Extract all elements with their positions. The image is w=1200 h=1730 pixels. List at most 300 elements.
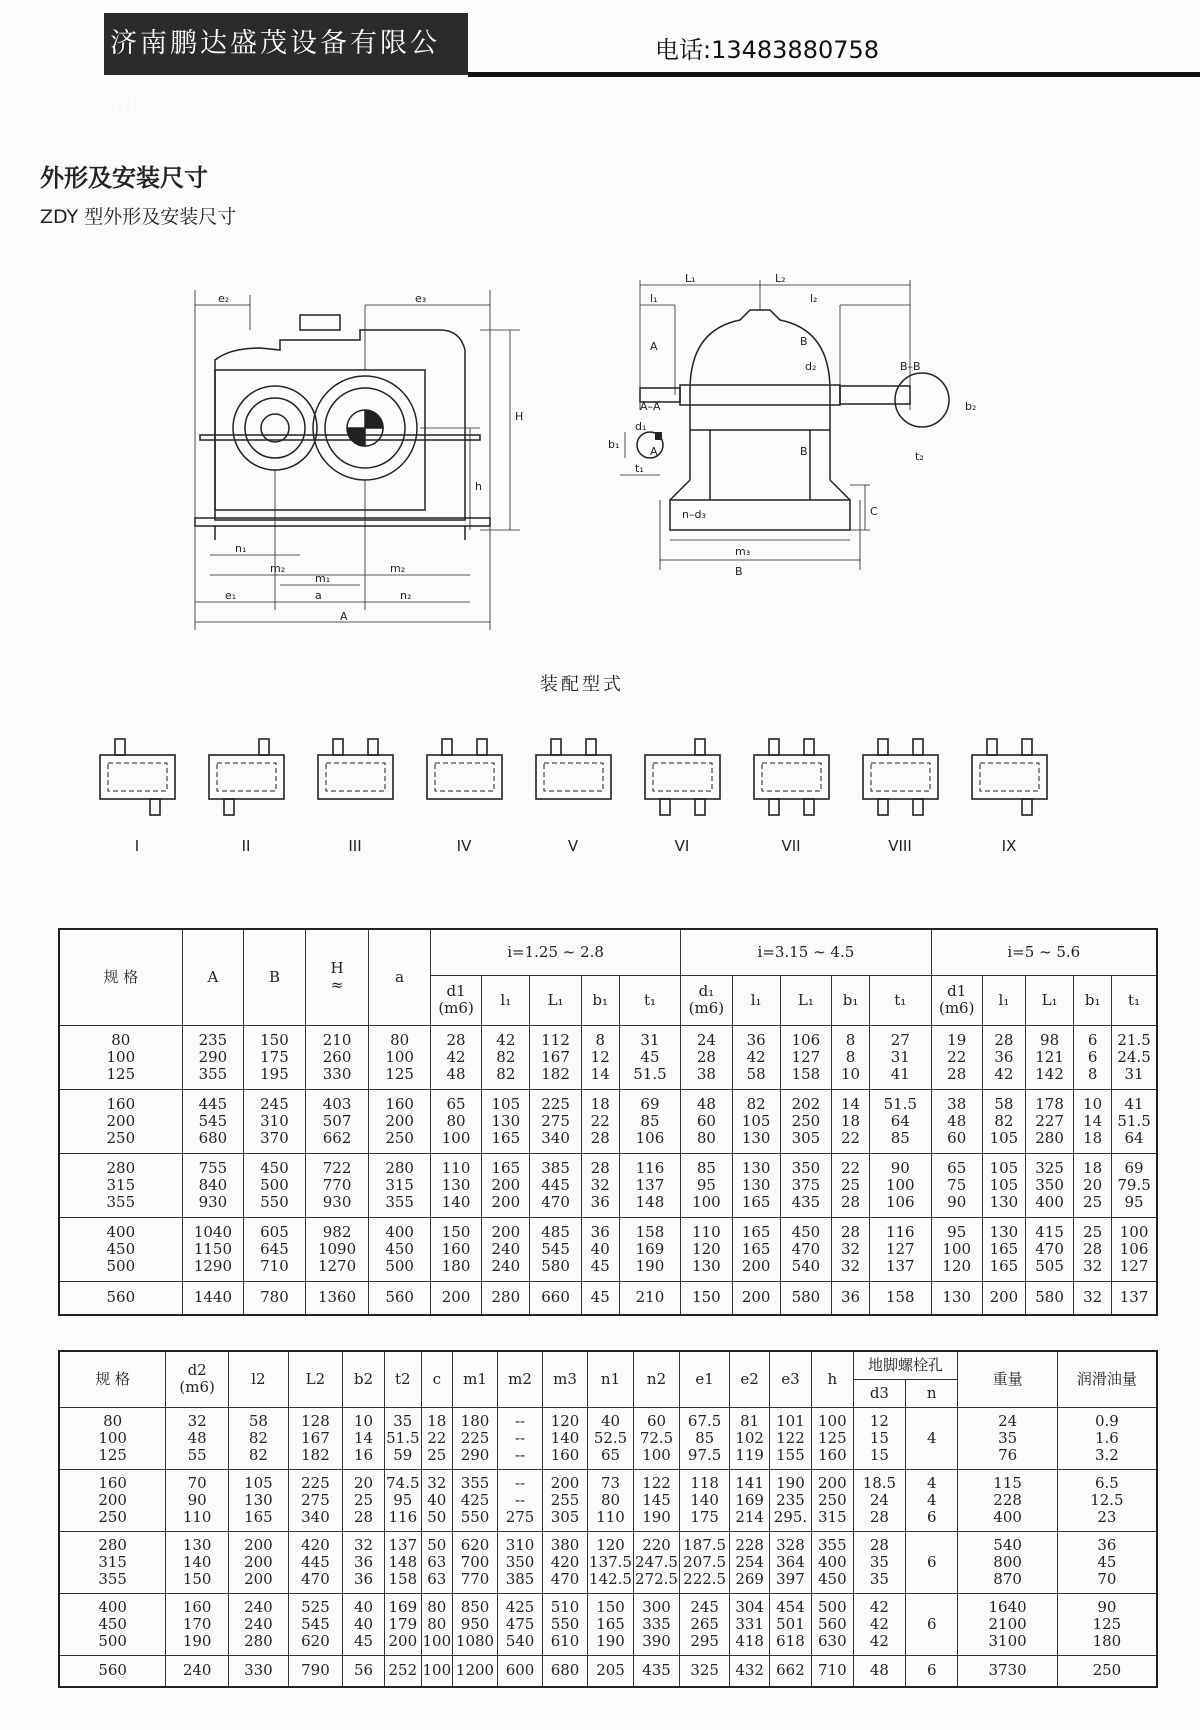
section-title: 外形及安装尺寸 xyxy=(40,164,208,192)
table-cell: 141 169 214 xyxy=(730,1469,770,1531)
t1-subheader: t₁ xyxy=(619,975,681,1025)
table-cell: 18 22 28 xyxy=(581,1089,619,1153)
table-cell: 137 xyxy=(1112,1281,1157,1315)
table-cell: 560 xyxy=(369,1281,431,1315)
table-cell: 65 80 100 xyxy=(430,1089,481,1153)
table-cell: 200 xyxy=(430,1281,481,1315)
table-cell: 150 xyxy=(681,1281,732,1315)
side-view-drawing xyxy=(630,270,1050,630)
table-cell: 4 4 6 xyxy=(906,1469,958,1531)
t1-subheader: b₁ xyxy=(832,975,870,1025)
table-cell: 0.9 1.6 3.2 xyxy=(1057,1407,1157,1469)
table-cell: 160 170 190 xyxy=(166,1593,229,1655)
table-cell: 304 331 418 xyxy=(730,1593,770,1655)
t2-header-t2: t2 xyxy=(385,1351,422,1407)
table-cell: 65 75 90 xyxy=(931,1153,982,1217)
label-A-bottom: A xyxy=(650,445,658,458)
t1-subheader: L₁ xyxy=(1025,975,1073,1025)
table-cell: 51.5 64 85 xyxy=(870,1089,932,1153)
table-cell: 24 28 38 xyxy=(681,1025,732,1089)
table-cell: 130 130 165 xyxy=(732,1153,780,1217)
table-cell: 190 235 295. xyxy=(770,1469,812,1531)
t1-group-3: i=5 ~ 5.6 xyxy=(931,929,1157,975)
table-cell: 200 xyxy=(982,1281,1025,1315)
label-l1: l₁ xyxy=(650,292,658,305)
table-cell: 210 260 330 xyxy=(305,1025,369,1089)
label-C: C xyxy=(870,505,878,518)
assembly-types xyxy=(90,725,1100,860)
table-cell: 116 127 137 xyxy=(870,1217,932,1281)
label-m3: m₃ xyxy=(735,545,751,558)
table-cell: 510 550 610 xyxy=(543,1593,588,1655)
table-cell: 58 82 82 xyxy=(229,1407,289,1469)
table-cell: 6 6 8 xyxy=(1074,1025,1112,1089)
t1-group-2: i=3.15 ~ 4.5 xyxy=(681,929,931,975)
label-m2b: m₂ xyxy=(390,562,406,575)
t1-subheader: b₁ xyxy=(581,975,619,1025)
table-cell: 150 165 190 xyxy=(588,1593,634,1655)
table-cell: 95 100 120 xyxy=(931,1217,982,1281)
table-cell: 660 xyxy=(530,1281,581,1315)
table-cell: -- -- -- xyxy=(498,1407,543,1469)
assembly-label: I xyxy=(134,837,140,855)
table-cell: 120 137.5 142.5 xyxy=(588,1531,634,1593)
table-cell: 605 645 710 xyxy=(244,1217,306,1281)
table-cell: 1360 xyxy=(305,1281,369,1315)
table-cell: 28 32 36 xyxy=(581,1153,619,1217)
label-e2: e₂ xyxy=(218,292,230,305)
t1-subheader: t₁ xyxy=(870,975,932,1025)
table-cell: 36 xyxy=(832,1281,870,1315)
t2-header-b2: b2 xyxy=(343,1351,385,1407)
table-cell: 4 xyxy=(906,1407,958,1469)
t1-subheader: l₁ xyxy=(482,975,530,1025)
spec-table-2 xyxy=(58,1350,1158,1688)
table-cell: 18.5 24 28 xyxy=(853,1469,905,1531)
section-A-A-drawing xyxy=(600,390,680,500)
table-cell: 400 450 500 xyxy=(369,1217,431,1281)
assembly-type-6 xyxy=(645,739,720,815)
table-cell: 280 315 355 xyxy=(369,1153,431,1217)
t1-header-a: a xyxy=(369,929,431,1025)
table-cell: 22 25 28 xyxy=(832,1153,870,1217)
assembly-label: III xyxy=(348,837,362,855)
table-cell: 80 100 125 xyxy=(59,1025,182,1089)
table-cell: 1440 xyxy=(182,1281,244,1315)
table-cell: 6 xyxy=(906,1655,958,1687)
t2-header-n2: n2 xyxy=(634,1351,680,1407)
table-cell: 355 400 450 xyxy=(811,1531,853,1593)
label-e1: e₁ xyxy=(225,589,237,602)
table-cell: 200 200 200 xyxy=(229,1531,289,1593)
t2-header-bolt: 地脚螺栓孔 xyxy=(853,1351,958,1379)
assembly-type-2 xyxy=(209,739,284,815)
t2-header-m3: m3 xyxy=(543,1351,588,1407)
table-cell: 560 xyxy=(59,1281,182,1315)
label-t1: t₁ xyxy=(635,462,644,475)
t2-header-e2: e2 xyxy=(730,1351,770,1407)
table-cell: 32 40 50 xyxy=(421,1469,452,1531)
label-b2: b₂ xyxy=(965,400,977,413)
t1-subheader: t₁ xyxy=(1112,975,1157,1025)
label-a: a xyxy=(315,589,322,602)
label-n2: n₂ xyxy=(400,589,412,602)
table-cell: 245 265 295 xyxy=(680,1593,730,1655)
table-cell: 160 200 250 xyxy=(59,1089,182,1153)
table-cell: 280 xyxy=(482,1281,530,1315)
table-cell: 240 240 280 xyxy=(229,1593,289,1655)
t1-header-spec: 规 格 xyxy=(59,929,182,1025)
t2-header-m2: m2 xyxy=(498,1351,543,1407)
t2-header-n: n xyxy=(906,1379,958,1407)
label-h: h xyxy=(475,480,482,493)
table-cell: 325 350 400 xyxy=(1025,1153,1073,1217)
table-cell: 780 xyxy=(244,1281,306,1315)
assembly-label: IX xyxy=(1001,837,1017,855)
table-cell: 150 175 195 xyxy=(244,1025,306,1089)
table-cell: 525 545 620 xyxy=(288,1593,342,1655)
table-cell: 400 450 500 xyxy=(59,1217,182,1281)
table-cell: 403 507 662 xyxy=(305,1089,369,1153)
table-cell: 105 105 130 xyxy=(982,1153,1025,1217)
table-cell: 355 425 550 xyxy=(453,1469,498,1531)
table-cell: 58 82 105 xyxy=(982,1089,1025,1153)
table-cell: 6 xyxy=(906,1531,958,1593)
assembly-label: VI xyxy=(674,837,690,855)
table-cell: 130 165 165 xyxy=(982,1217,1025,1281)
table-cell: 98 121 142 xyxy=(1025,1025,1073,1089)
label-t2: t₂ xyxy=(915,450,924,463)
table-cell: 755 840 930 xyxy=(182,1153,244,1217)
table-cell: 116 137 148 xyxy=(619,1153,681,1217)
table-cell: 106 127 158 xyxy=(780,1025,831,1089)
label-l2: l₂ xyxy=(810,292,818,305)
table-cell: 350 375 435 xyxy=(780,1153,831,1217)
table-cell: 158 xyxy=(870,1281,932,1315)
table-cell: 10 14 18 xyxy=(1074,1089,1112,1153)
label-d2: d₂ xyxy=(805,360,817,373)
t2-header-m1: m1 xyxy=(453,1351,498,1407)
table-cell: 435 xyxy=(634,1655,680,1687)
table-cell: 200 xyxy=(732,1281,780,1315)
table-cell: 128 167 182 xyxy=(288,1407,342,1469)
t1-group-1: i=1.25 ~ 2.8 xyxy=(430,929,680,975)
t2-header-c: c xyxy=(421,1351,452,1407)
label-A: A xyxy=(340,610,348,623)
table-cell: 710 xyxy=(811,1655,853,1687)
table-cell: 1200 xyxy=(453,1655,498,1687)
table-cell: 74.5 95 116 xyxy=(385,1469,422,1531)
table-cell: 60 72.5 100 xyxy=(634,1407,680,1469)
label-n1: n₁ xyxy=(235,542,247,555)
front-view-drawing xyxy=(190,290,540,640)
table-cell: 228 254 269 xyxy=(730,1531,770,1593)
table-cell: 450 500 550 xyxy=(244,1153,306,1217)
assembly-label: IV xyxy=(456,837,472,855)
table-cell: 115 228 400 xyxy=(958,1469,1057,1531)
table-cell: 112 167 182 xyxy=(530,1025,581,1089)
table-cell: 790 xyxy=(288,1655,342,1687)
table-cell: 385 445 470 xyxy=(530,1153,581,1217)
t2-header-weight: 重量 xyxy=(958,1351,1057,1407)
table-cell: 485 545 580 xyxy=(530,1217,581,1281)
table-cell: 130 xyxy=(931,1281,982,1315)
table-cell: 560 xyxy=(59,1655,166,1687)
table-cell: 205 xyxy=(588,1655,634,1687)
table-cell: 425 475 540 xyxy=(498,1593,543,1655)
table-cell: 80 100 125 xyxy=(59,1407,166,1469)
label-L1: L₁ xyxy=(685,272,696,285)
label-B-width: B xyxy=(735,565,743,578)
table-cell: 85 95 100 xyxy=(681,1153,732,1217)
table-cell: 6.5 12.5 23 xyxy=(1057,1469,1157,1531)
t1-header-A: A xyxy=(182,929,244,1025)
t2-header-d3: d3 xyxy=(853,1379,905,1407)
table-cell: 432 xyxy=(730,1655,770,1687)
table-cell: 24 35 76 xyxy=(958,1407,1057,1469)
table-row xyxy=(59,1025,1157,1089)
table-cell: 48 xyxy=(853,1655,905,1687)
table-row xyxy=(59,1655,1157,1687)
table-cell: 36 40 45 xyxy=(581,1217,619,1281)
table-cell: 31 45 51.5 xyxy=(619,1025,681,1089)
table-cell: 200 250 315 xyxy=(811,1469,853,1531)
label-B-top: B xyxy=(800,335,808,348)
assembly-type-9 xyxy=(972,739,1047,815)
table-cell: 21.5 24.5 31 xyxy=(1112,1025,1157,1089)
t2-header-d2: d2 (m6) xyxy=(166,1351,229,1407)
table-cell: 180 225 290 xyxy=(453,1407,498,1469)
table-row xyxy=(59,1089,1157,1153)
table-cell: 328 364 397 xyxy=(770,1531,812,1593)
table-cell: 160 200 250 xyxy=(369,1089,431,1153)
table-cell: 420 445 470 xyxy=(288,1531,342,1593)
table-cell: 110 130 140 xyxy=(430,1153,481,1217)
assembly-type-4 xyxy=(427,739,502,799)
t1-subheader: d₁ (m6) xyxy=(681,975,732,1025)
table-cell: 310 350 385 xyxy=(498,1531,543,1593)
table-cell: 20 25 28 xyxy=(343,1469,385,1531)
table-cell: 19 22 28 xyxy=(931,1025,982,1089)
t1-header-H: H ≈ xyxy=(305,929,369,1025)
t2-header-e3: e3 xyxy=(770,1351,812,1407)
table-cell: 42 42 42 xyxy=(853,1593,905,1655)
table-cell: 73 80 110 xyxy=(588,1469,634,1531)
table-row xyxy=(59,1217,1157,1281)
table-cell: 32 48 55 xyxy=(166,1407,229,1469)
table-cell: 82 105 130 xyxy=(732,1089,780,1153)
table-cell: 445 545 680 xyxy=(182,1089,244,1153)
assembly-label: V xyxy=(567,837,579,855)
assembly-title: 装配型式 xyxy=(540,674,624,695)
spec-table-1 xyxy=(58,928,1158,1316)
label-n-d3: n–d₃ xyxy=(682,508,706,521)
table-cell: 110 120 130 xyxy=(681,1217,732,1281)
table-cell: 48 60 80 xyxy=(681,1089,732,1153)
table-cell: 380 420 470 xyxy=(543,1531,588,1593)
table-cell: 300 335 390 xyxy=(634,1593,680,1655)
table-cell: 28 36 42 xyxy=(982,1025,1025,1089)
table-cell: 100 125 160 xyxy=(811,1407,853,1469)
table-cell: 850 950 1080 xyxy=(453,1593,498,1655)
table-cell: 28 35 35 xyxy=(853,1531,905,1593)
table-cell: 36 45 70 xyxy=(1057,1531,1157,1593)
table-cell: 56 xyxy=(343,1655,385,1687)
table-cell: 42 82 82 xyxy=(482,1025,530,1089)
table-cell: 178 227 280 xyxy=(1025,1089,1073,1153)
table-cell: 680 xyxy=(543,1655,588,1687)
label-d1: d₁ xyxy=(635,420,647,433)
header-rule xyxy=(468,72,1200,77)
phone-number: 电话:13483880758 xyxy=(655,36,880,64)
table-cell: -- -- 275 xyxy=(498,1469,543,1531)
table-cell: 187.5 207.5 222.5 xyxy=(680,1531,730,1593)
table-cell: 722 770 930 xyxy=(305,1153,369,1217)
company-name: 济南鹏达盛茂设备有限公司 xyxy=(104,13,468,75)
table-cell: 69 79.5 95 xyxy=(1112,1153,1157,1217)
label-m1: m₁ xyxy=(315,572,331,585)
table-cell: 137 148 158 xyxy=(385,1531,422,1593)
label-b1: b₁ xyxy=(608,438,620,451)
table-cell: 250 xyxy=(1057,1655,1157,1687)
table-cell: 35 51.5 59 xyxy=(385,1407,422,1469)
table-cell: 1640 2100 3100 xyxy=(958,1593,1057,1655)
assembly-type-3 xyxy=(318,739,393,799)
assembly-label: VII xyxy=(781,837,801,855)
table-cell: 330 xyxy=(229,1655,289,1687)
table-cell: 220 247.5 272.5 xyxy=(634,1531,680,1593)
table-cell: 118 140 175 xyxy=(680,1469,730,1531)
table-cell: 14 18 22 xyxy=(832,1089,870,1153)
table-row xyxy=(59,1469,1157,1531)
table-cell: 165 165 200 xyxy=(732,1217,780,1281)
table-cell: 36 42 58 xyxy=(732,1025,780,1089)
t1-subheader: d1 (m6) xyxy=(931,975,982,1025)
table-cell: 252 xyxy=(385,1655,422,1687)
t2-header-h: h xyxy=(811,1351,853,1407)
table-cell: 40 40 45 xyxy=(343,1593,385,1655)
table-cell: 210 xyxy=(619,1281,681,1315)
table-cell: 662 xyxy=(770,1655,812,1687)
table-cell: 8 12 14 xyxy=(581,1025,619,1089)
t2-header-l2: l2 xyxy=(229,1351,289,1407)
table-cell: 400 450 500 xyxy=(59,1593,166,1655)
table-row xyxy=(59,1153,1157,1217)
table-cell: 235 290 355 xyxy=(182,1025,244,1089)
label-A-top: A xyxy=(650,340,658,353)
table-cell: 105 130 165 xyxy=(482,1089,530,1153)
table-cell: 245 310 370 xyxy=(244,1089,306,1153)
table-cell: 27 31 41 xyxy=(870,1025,932,1089)
label-m2a: m₂ xyxy=(270,562,286,575)
table-cell: 280 315 355 xyxy=(59,1153,182,1217)
table-cell: 225 275 340 xyxy=(288,1469,342,1531)
table-cell: 18 22 25 xyxy=(421,1407,452,1469)
table-row xyxy=(59,1531,1157,1593)
table-cell: 90 100 106 xyxy=(870,1153,932,1217)
label-B-B: B–B xyxy=(900,360,921,373)
table-cell: 450 470 540 xyxy=(780,1217,831,1281)
table-cell: 200 240 240 xyxy=(482,1217,530,1281)
table-cell: 105 130 165 xyxy=(229,1469,289,1531)
table-row xyxy=(59,1407,1157,1469)
t2-header-oil: 润滑油量 xyxy=(1057,1351,1157,1407)
t1-header-B: B xyxy=(244,929,306,1025)
table-cell: 1040 1150 1290 xyxy=(182,1217,244,1281)
t2-header-spec: 规 格 xyxy=(59,1351,166,1407)
table-cell: 200 255 305 xyxy=(543,1469,588,1531)
table-cell: 10 14 16 xyxy=(343,1407,385,1469)
table-cell: 40 52.5 65 xyxy=(588,1407,634,1469)
table-cell: 90 125 180 xyxy=(1057,1593,1157,1655)
table-cell: 415 470 505 xyxy=(1025,1217,1073,1281)
table-cell: 325 xyxy=(680,1655,730,1687)
table-cell: 28 32 32 xyxy=(832,1217,870,1281)
assembly-type-5 xyxy=(536,739,611,799)
table-cell: 169 179 200 xyxy=(385,1593,422,1655)
table-row xyxy=(59,1593,1157,1655)
table-cell: 150 160 180 xyxy=(430,1217,481,1281)
table-cell: 100 106 127 xyxy=(1112,1217,1157,1281)
table-cell: 165 200 200 xyxy=(482,1153,530,1217)
t1-subheader: L₁ xyxy=(780,975,831,1025)
table-cell: 25 28 32 xyxy=(1074,1217,1112,1281)
assembly-type-7 xyxy=(754,739,829,815)
t1-subheader: d1 (m6) xyxy=(430,975,481,1025)
label-B-bottom: B xyxy=(800,445,808,458)
table-cell: 240 xyxy=(166,1655,229,1687)
label-A-A: A–A xyxy=(640,400,661,413)
table-cell: 8 8 10 xyxy=(832,1025,870,1089)
table-cell: 454 501 618 xyxy=(770,1593,812,1655)
assembly-type-8 xyxy=(863,739,938,815)
table-cell: 225 275 340 xyxy=(530,1089,581,1153)
label-L2: L₂ xyxy=(775,272,786,285)
table-cell: 32 xyxy=(1074,1281,1112,1315)
assembly-label: VIII xyxy=(888,837,912,855)
table-cell: 67.5 85 97.5 xyxy=(680,1407,730,1469)
table-cell: 41 51.5 64 xyxy=(1112,1089,1157,1153)
table-cell: 158 169 190 xyxy=(619,1217,681,1281)
table-cell: 540 800 870 xyxy=(958,1531,1057,1593)
table-cell: 81 102 119 xyxy=(730,1407,770,1469)
t1-subheader: L₁ xyxy=(530,975,581,1025)
table-cell: 600 xyxy=(498,1655,543,1687)
table-cell: 80 80 100 xyxy=(421,1593,452,1655)
table-cell: 6 xyxy=(906,1593,958,1655)
table-cell: 620 700 770 xyxy=(453,1531,498,1593)
t2-header-L2: L2 xyxy=(288,1351,342,1407)
t1-subheader: l₁ xyxy=(732,975,780,1025)
table-cell: 50 63 63 xyxy=(421,1531,452,1593)
table-cell: 982 1090 1270 xyxy=(305,1217,369,1281)
table-cell: 130 140 150 xyxy=(166,1531,229,1593)
label-e3: e₃ xyxy=(415,292,427,305)
subtitle: ZDY 型外形及安装尺寸 xyxy=(40,206,237,228)
t2-header-e1: e1 xyxy=(680,1351,730,1407)
table-cell: 100 xyxy=(421,1655,452,1687)
table-cell: 160 200 250 xyxy=(59,1469,166,1531)
table-cell: 122 145 190 xyxy=(634,1469,680,1531)
table-cell: 500 560 630 xyxy=(811,1593,853,1655)
table-row xyxy=(59,1281,1157,1315)
table-cell: 3730 xyxy=(958,1655,1057,1687)
table-cell: 45 xyxy=(581,1281,619,1315)
t1-subheader: l₁ xyxy=(982,975,1025,1025)
table-cell: 580 xyxy=(780,1281,831,1315)
assembly-type-1 xyxy=(100,739,175,815)
table-cell: 80 100 125 xyxy=(369,1025,431,1089)
